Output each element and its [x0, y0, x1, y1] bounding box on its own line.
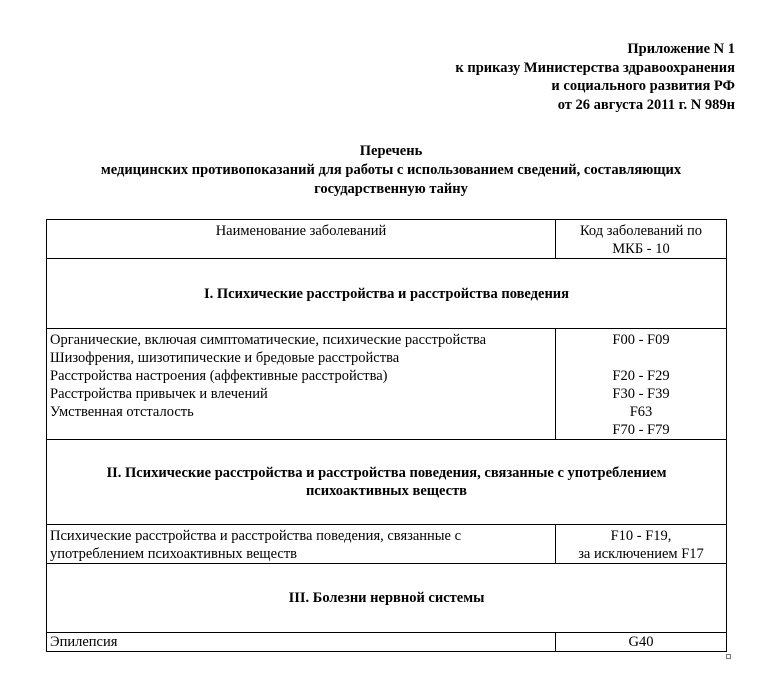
- header-code-text: Код заболеваний по: [579, 223, 703, 239]
- disease-name: Психические расстройства и расстройства поведения, связанные с: [50, 528, 462, 544]
- header-name-cell: [47, 220, 556, 259]
- section-heading-row: [47, 440, 727, 525]
- disease-name: употреблением психоактивных веществ: [50, 546, 298, 562]
- icd-code: F00 - F09: [612, 332, 670, 348]
- disease-name: Эпилепсия: [50, 634, 118, 650]
- section-heading-text: I. Психические расстройства и расстройства поведения: [203, 285, 570, 302]
- table-row: [47, 633, 727, 652]
- title-line: медицинских противопоказаний для работы с использованием сведений, составляющих: [100, 162, 682, 178]
- title-line: Перечень: [359, 143, 423, 159]
- icd-code: F30 - F39: [612, 386, 670, 402]
- appendix-line: и социального развития РФ: [551, 78, 735, 94]
- section-heading-text: II. Психические расстройства и расстройства поведения, связанные с употреблением: [106, 465, 667, 481]
- disease-codes-cell: [556, 329, 727, 440]
- disease-name: Расстройства настроения (аффективные расстройства): [50, 368, 388, 384]
- header-code-text: МКБ - 10: [612, 241, 670, 257]
- disease-codes-cell: [556, 525, 727, 564]
- title-line: государственную тайну: [314, 181, 468, 197]
- icd-code: F10 - F19,: [610, 528, 672, 544]
- table-row: [47, 525, 727, 564]
- section-heading-text: психоактивных веществ: [305, 483, 468, 499]
- section-heading: [47, 564, 727, 633]
- header-name-text: Наименование заболеваний: [215, 223, 387, 239]
- table-row: [47, 329, 727, 440]
- icd-code-blank: [559, 349, 723, 367]
- section-heading: [47, 259, 727, 329]
- document-title: [0, 142, 782, 199]
- section-heading-row: [47, 259, 727, 329]
- table-resize-handle[interactable]: [726, 654, 731, 659]
- section-heading-text: III. Болезни нервной системы: [288, 590, 485, 606]
- appendix-line: к приказу Министерства здравоохранения: [455, 59, 735, 76]
- disease-codes-cell: [556, 633, 727, 652]
- header-code-cell: [556, 220, 727, 259]
- disease-name: Шизофрения, шизотипические и бредовые расстройства: [50, 350, 400, 366]
- icd-code: G40: [628, 634, 654, 650]
- appendix-header: [455, 40, 735, 114]
- disease-name: Органические, включая симптоматические, психические расстройства: [50, 332, 487, 348]
- disease-names-cell: [47, 525, 556, 564]
- section-heading: [47, 440, 727, 525]
- icd-code: F20 - F29: [612, 368, 670, 384]
- icd-code: F70 - F79: [612, 422, 670, 438]
- appendix-line: Приложение N 1: [627, 41, 735, 57]
- section-heading-row: [47, 564, 727, 633]
- disease-name: Умственная отсталость: [50, 404, 194, 420]
- disease-names-cell: [47, 329, 556, 440]
- disease-names-cell: [47, 633, 556, 652]
- table-header-row: [47, 220, 727, 259]
- appendix-line: от 26 августа 2011 г. N 989н: [557, 96, 735, 113]
- disease-name: Расстройства привычек и влечений: [50, 386, 268, 402]
- icd-code: за исключением F17: [578, 546, 704, 562]
- contraindications-table: [46, 219, 727, 652]
- icd-code: F63: [629, 404, 653, 420]
